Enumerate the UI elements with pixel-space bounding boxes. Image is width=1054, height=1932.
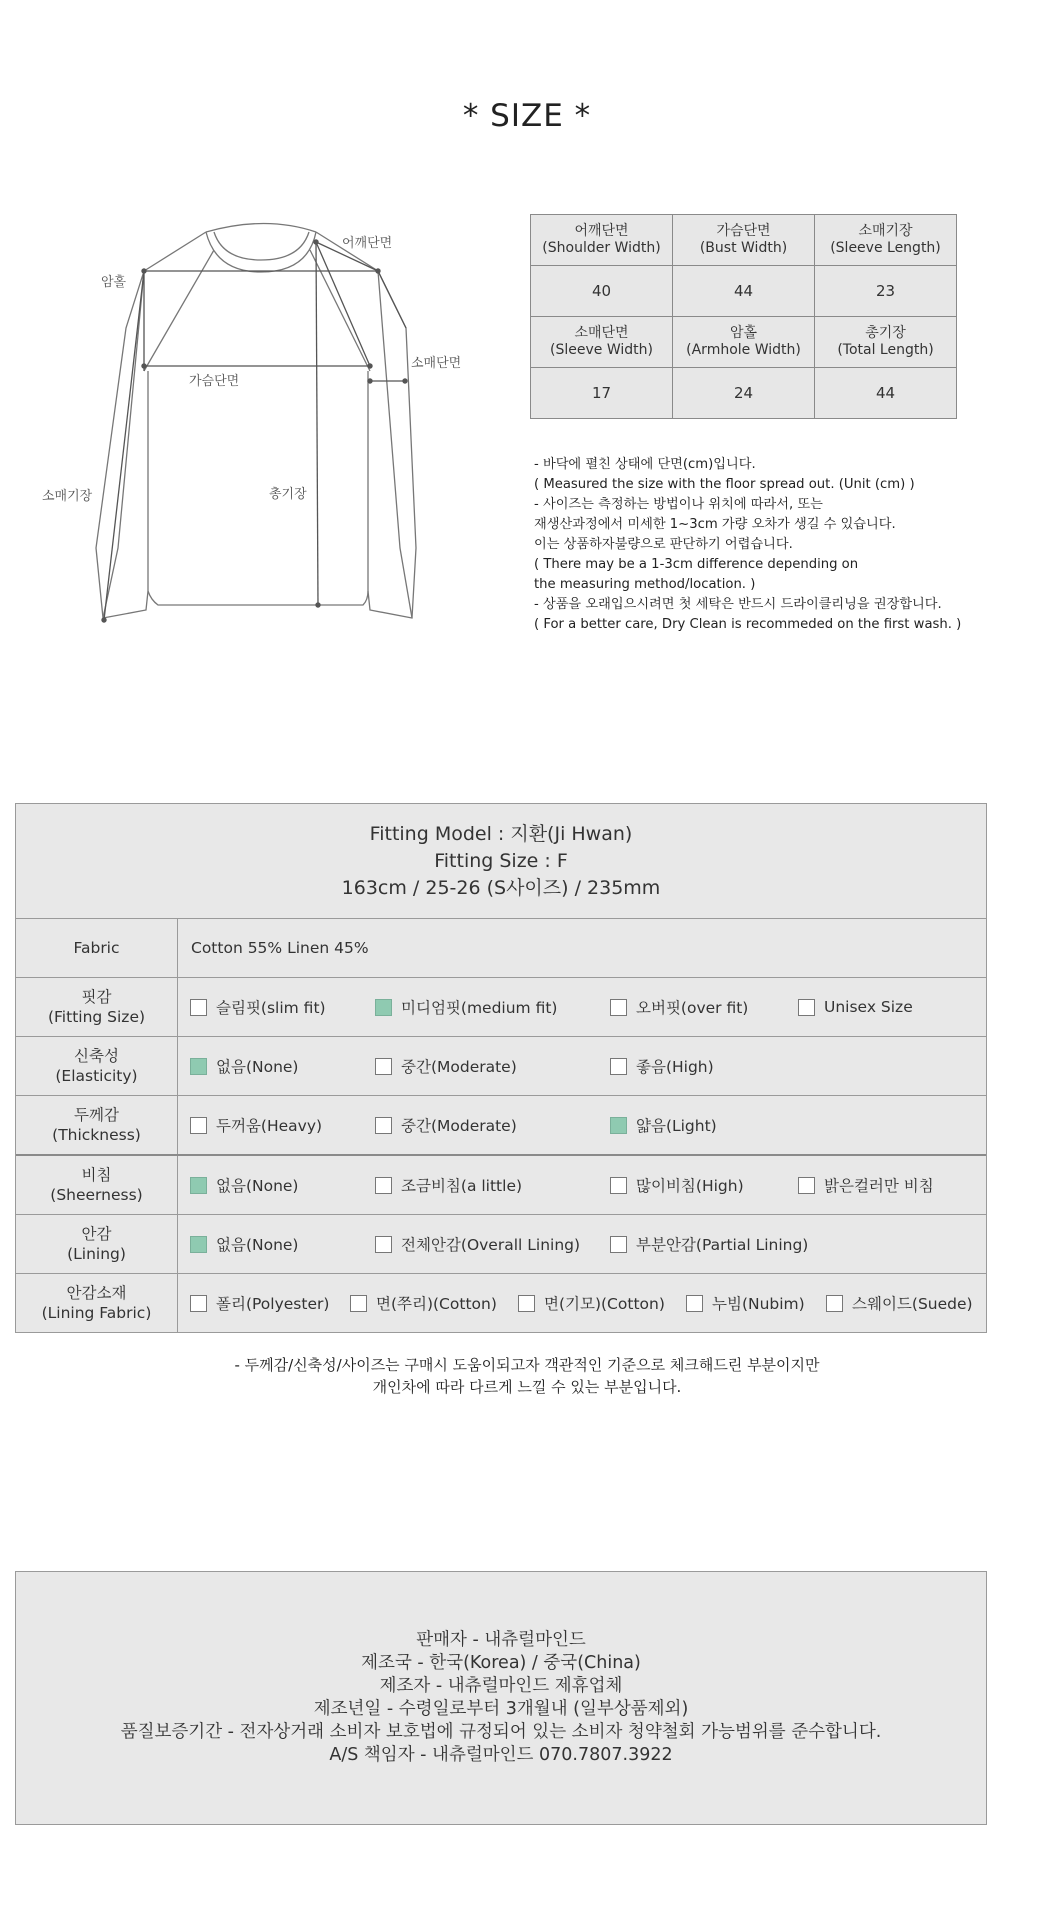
option-label: 미디엄핏(medium fit) — [401, 999, 558, 1017]
unchecked-box-icon — [610, 1177, 627, 1194]
fitting-row — [16, 1096, 986, 1156]
fitting-size: Fitting Size : F — [434, 850, 568, 872]
checked-box-icon — [190, 1236, 207, 1253]
value-shoulder: 40 — [531, 266, 673, 317]
header-shoulder: 어깨단면 (Shoulder Width) — [531, 215, 673, 266]
checked-box-icon — [610, 1117, 627, 1134]
unchecked-box-icon — [826, 1295, 843, 1312]
option-label: 밝은컬러만 비침 — [824, 1177, 934, 1195]
option-checkbox[interactable] — [826, 1274, 973, 1332]
option-checkbox[interactable] — [375, 1156, 522, 1214]
option-label: 중간(Moderate) — [401, 1058, 517, 1076]
warranty-line: 품질보증기간 - 전자상거래 소비자 보호법에 규정되어 있는 소비자 청약철회 가능범위를 준수합니다. — [120, 1722, 882, 1742]
unchecked-box-icon — [190, 1295, 207, 1312]
option-checkbox[interactable] — [610, 1215, 808, 1273]
option-label: 부분안감(Partial Lining) — [636, 1236, 809, 1254]
option-label: 두꺼움(Heavy) — [216, 1117, 323, 1135]
option-checkbox[interactable] — [190, 1215, 298, 1273]
row-label-en: (Lining Fabric) — [41, 1304, 152, 1322]
garment-size-diagram — [28, 220, 462, 640]
option-label: 오버핏(over fit) — [636, 999, 749, 1017]
row-label-en: (Fitting Size) — [47, 1008, 146, 1026]
option-checkbox[interactable] — [190, 1096, 322, 1154]
option-label: 없음(None) — [216, 1058, 299, 1076]
fabric-value: Cotton 55% Linen 45% — [191, 939, 369, 957]
option-checkbox[interactable] — [610, 1096, 717, 1154]
option-checkbox[interactable] — [190, 1156, 298, 1214]
header-sleeve-length: 소매기장 (Sleeve Length) — [815, 215, 957, 266]
option-label: 좋음(High) — [636, 1058, 714, 1076]
option-checkbox[interactable] — [190, 978, 326, 1036]
seller-info-box — [15, 1571, 987, 1825]
option-checkbox[interactable] — [190, 1037, 298, 1095]
unchecked-box-icon — [375, 1236, 392, 1253]
option-label: Unisex Size — [824, 998, 913, 1016]
fitting-row-label — [16, 1037, 178, 1095]
fitting-model: Fitting Model : 지환(Ji Hwan) — [369, 823, 633, 845]
option-checkbox[interactable] — [350, 1274, 497, 1332]
option-checkbox[interactable] — [610, 1156, 744, 1214]
manufacture-date-line: 제조년일 - 수령일로부터 3개월내 (일부상품제외) — [313, 1699, 689, 1719]
fitting-row-label — [16, 1156, 178, 1214]
row-label-ko: 비침 — [81, 1166, 112, 1184]
unchecked-box-icon — [610, 999, 627, 1016]
label-sleeve-width: 소매단면 — [411, 356, 462, 371]
as-contact-line: A/S 책임자 - 내츄럴마인드 070.7807.3922 — [329, 1745, 673, 1765]
note-line: ( Measured the size with the floor spread out. (Unit (cm) ) — [534, 477, 915, 492]
value-sleeve-length: 23 — [815, 266, 957, 317]
option-checkbox[interactable] — [686, 1274, 805, 1332]
value-armhole: 24 — [673, 368, 815, 419]
option-checkbox[interactable] — [610, 978, 748, 1036]
option-checkbox[interactable] — [190, 1274, 329, 1332]
option-checkbox[interactable] — [610, 1037, 714, 1095]
fitting-row — [16, 1274, 986, 1332]
fitting-row — [16, 1037, 986, 1096]
unchecked-box-icon — [610, 1236, 627, 1253]
unchecked-box-icon — [610, 1058, 627, 1075]
fitting-stats: 163cm / 25-26 (S사이즈) / 235mm — [341, 877, 661, 899]
note-line: ( For a better care, Dry Clean is recommeded on the first wash. ) — [534, 617, 962, 632]
fabric-row — [16, 919, 986, 978]
fitting-row-label — [16, 978, 178, 1036]
option-label: 없음(None) — [216, 1177, 299, 1195]
measurement-notes — [534, 455, 961, 635]
option-checkbox[interactable] — [375, 978, 557, 1036]
option-label: 전체안감(Overall Lining) — [401, 1236, 581, 1254]
option-label: 면(기모)(Cotton) — [544, 1295, 665, 1313]
fitting-row-label — [16, 1096, 178, 1154]
unchecked-box-icon — [798, 1177, 815, 1194]
fitting-row-label — [16, 1215, 178, 1273]
manufacturer-line: 제조자 - 내츄럴마인드 제휴업체 — [379, 1676, 623, 1696]
note-line: ( There may be a 1-3cm difference depending on — [534, 557, 859, 572]
option-label: 없음(None) — [216, 1236, 299, 1254]
disclaimer-line: 개인차에 따라 다르게 느낄 수 있는 부분입니다. — [372, 1378, 682, 1396]
label-bust: 가슴단면 — [189, 374, 240, 389]
unchecked-box-icon — [686, 1295, 703, 1312]
option-label: 조금비침(a little) — [401, 1177, 523, 1195]
disclaimer-line: - 두께감/신축성/사이즈는 구매시 도움이되고자 객관적인 기준으로 체크해드린 부분이지만 — [234, 1356, 820, 1374]
header-sleeve-width: 소매단면 (Sleeve Width) — [531, 317, 673, 368]
note-line: - 상품을 오래입으시려면 첫 세탁은 반드시 드라이클리닝을 권장합니다. — [534, 597, 942, 612]
size-title: * SIZE * — [462, 98, 592, 134]
unchecked-box-icon — [375, 1058, 392, 1075]
option-checkbox[interactable] — [375, 1096, 517, 1154]
label-total-length: 총기장 — [269, 487, 307, 502]
fitting-row-label — [16, 1274, 178, 1332]
row-label-ko: 안감소재 — [66, 1284, 127, 1302]
option-label: 얇음(Light) — [636, 1117, 717, 1135]
option-label: 많이비침(High) — [636, 1177, 744, 1195]
row-label-ko: 안감 — [81, 1225, 112, 1243]
option-label: 면(쭈리)(Cotton) — [376, 1295, 497, 1313]
fitting-header — [16, 804, 986, 919]
row-label-en: (Sheerness) — [50, 1186, 143, 1204]
label-armhole: 암홀 — [101, 275, 127, 290]
option-label: 누빔(Nubim) — [712, 1295, 805, 1313]
option-label: 폴리(Polyester) — [216, 1295, 330, 1313]
checked-box-icon — [375, 999, 392, 1016]
unchecked-box-icon — [190, 999, 207, 1016]
label-sleeve-length: 소매기장 — [42, 489, 93, 504]
note-line: - 사이즈는 측정하는 방법이나 위치에 따라서, 또는 — [534, 497, 823, 512]
fabric-label: Fabric — [16, 919, 178, 977]
unchecked-box-icon — [375, 1117, 392, 1134]
option-checkbox[interactable] — [375, 1215, 580, 1273]
row-label-en: (Elasticity) — [55, 1067, 138, 1085]
header-bust: 가슴단면 (Bust Width) — [673, 215, 815, 266]
header-armhole: 암홀 (Armhole Width) — [673, 317, 815, 368]
option-label: 스웨이드(Suede) — [852, 1295, 973, 1313]
unchecked-box-icon — [798, 999, 815, 1016]
header-total-length: 총기장 (Total Length) — [815, 317, 957, 368]
label-shoulder: 어깨단면 — [342, 236, 393, 251]
seller-line: 판매자 - 내츄럴마인드 — [416, 1630, 586, 1650]
value-total-length: 44 — [815, 368, 957, 419]
row-label-en: (Thickness) — [52, 1126, 141, 1144]
option-checkbox[interactable] — [518, 1274, 665, 1332]
unchecked-box-icon — [190, 1117, 207, 1134]
unchecked-box-icon — [518, 1295, 535, 1312]
note-line: the measuring method/location. ) — [534, 577, 756, 592]
note-line: 재생산과정에서 미세한 1~3cm 가량 오차가 생길 수 있습니다. — [534, 517, 896, 532]
size-table — [530, 214, 957, 419]
option-checkbox[interactable] — [798, 978, 913, 1036]
fitting-table — [15, 803, 987, 1333]
origin-line: 제조국 - 한국(Korea) / 중국(China) — [361, 1653, 641, 1673]
disclaimer — [0, 1354, 1054, 1398]
fitting-row — [16, 1215, 986, 1274]
row-label-ko: 핏감 — [81, 988, 112, 1006]
option-checkbox[interactable] — [375, 1037, 517, 1095]
fitting-row — [16, 978, 986, 1037]
row-label-ko: 두께감 — [74, 1106, 119, 1124]
value-bust: 44 — [673, 266, 815, 317]
note-line: 이는 상품하자불량으로 판단하기 어렵습니다. — [534, 537, 793, 552]
unchecked-box-icon — [350, 1295, 367, 1312]
checked-box-icon — [190, 1177, 207, 1194]
value-sleeve-width: 17 — [531, 368, 673, 419]
checked-box-icon — [190, 1058, 207, 1075]
option-label: 중간(Moderate) — [401, 1117, 517, 1135]
row-label-en: (Lining) — [67, 1245, 126, 1263]
fitting-row — [16, 1156, 986, 1215]
unchecked-box-icon — [375, 1177, 392, 1194]
note-line: - 바닥에 펼친 상태에 단면(cm)입니다. — [534, 457, 756, 472]
row-label-ko: 신축성 — [74, 1047, 119, 1065]
option-label: 슬림핏(slim fit) — [216, 999, 326, 1017]
option-checkbox[interactable] — [798, 1156, 934, 1214]
